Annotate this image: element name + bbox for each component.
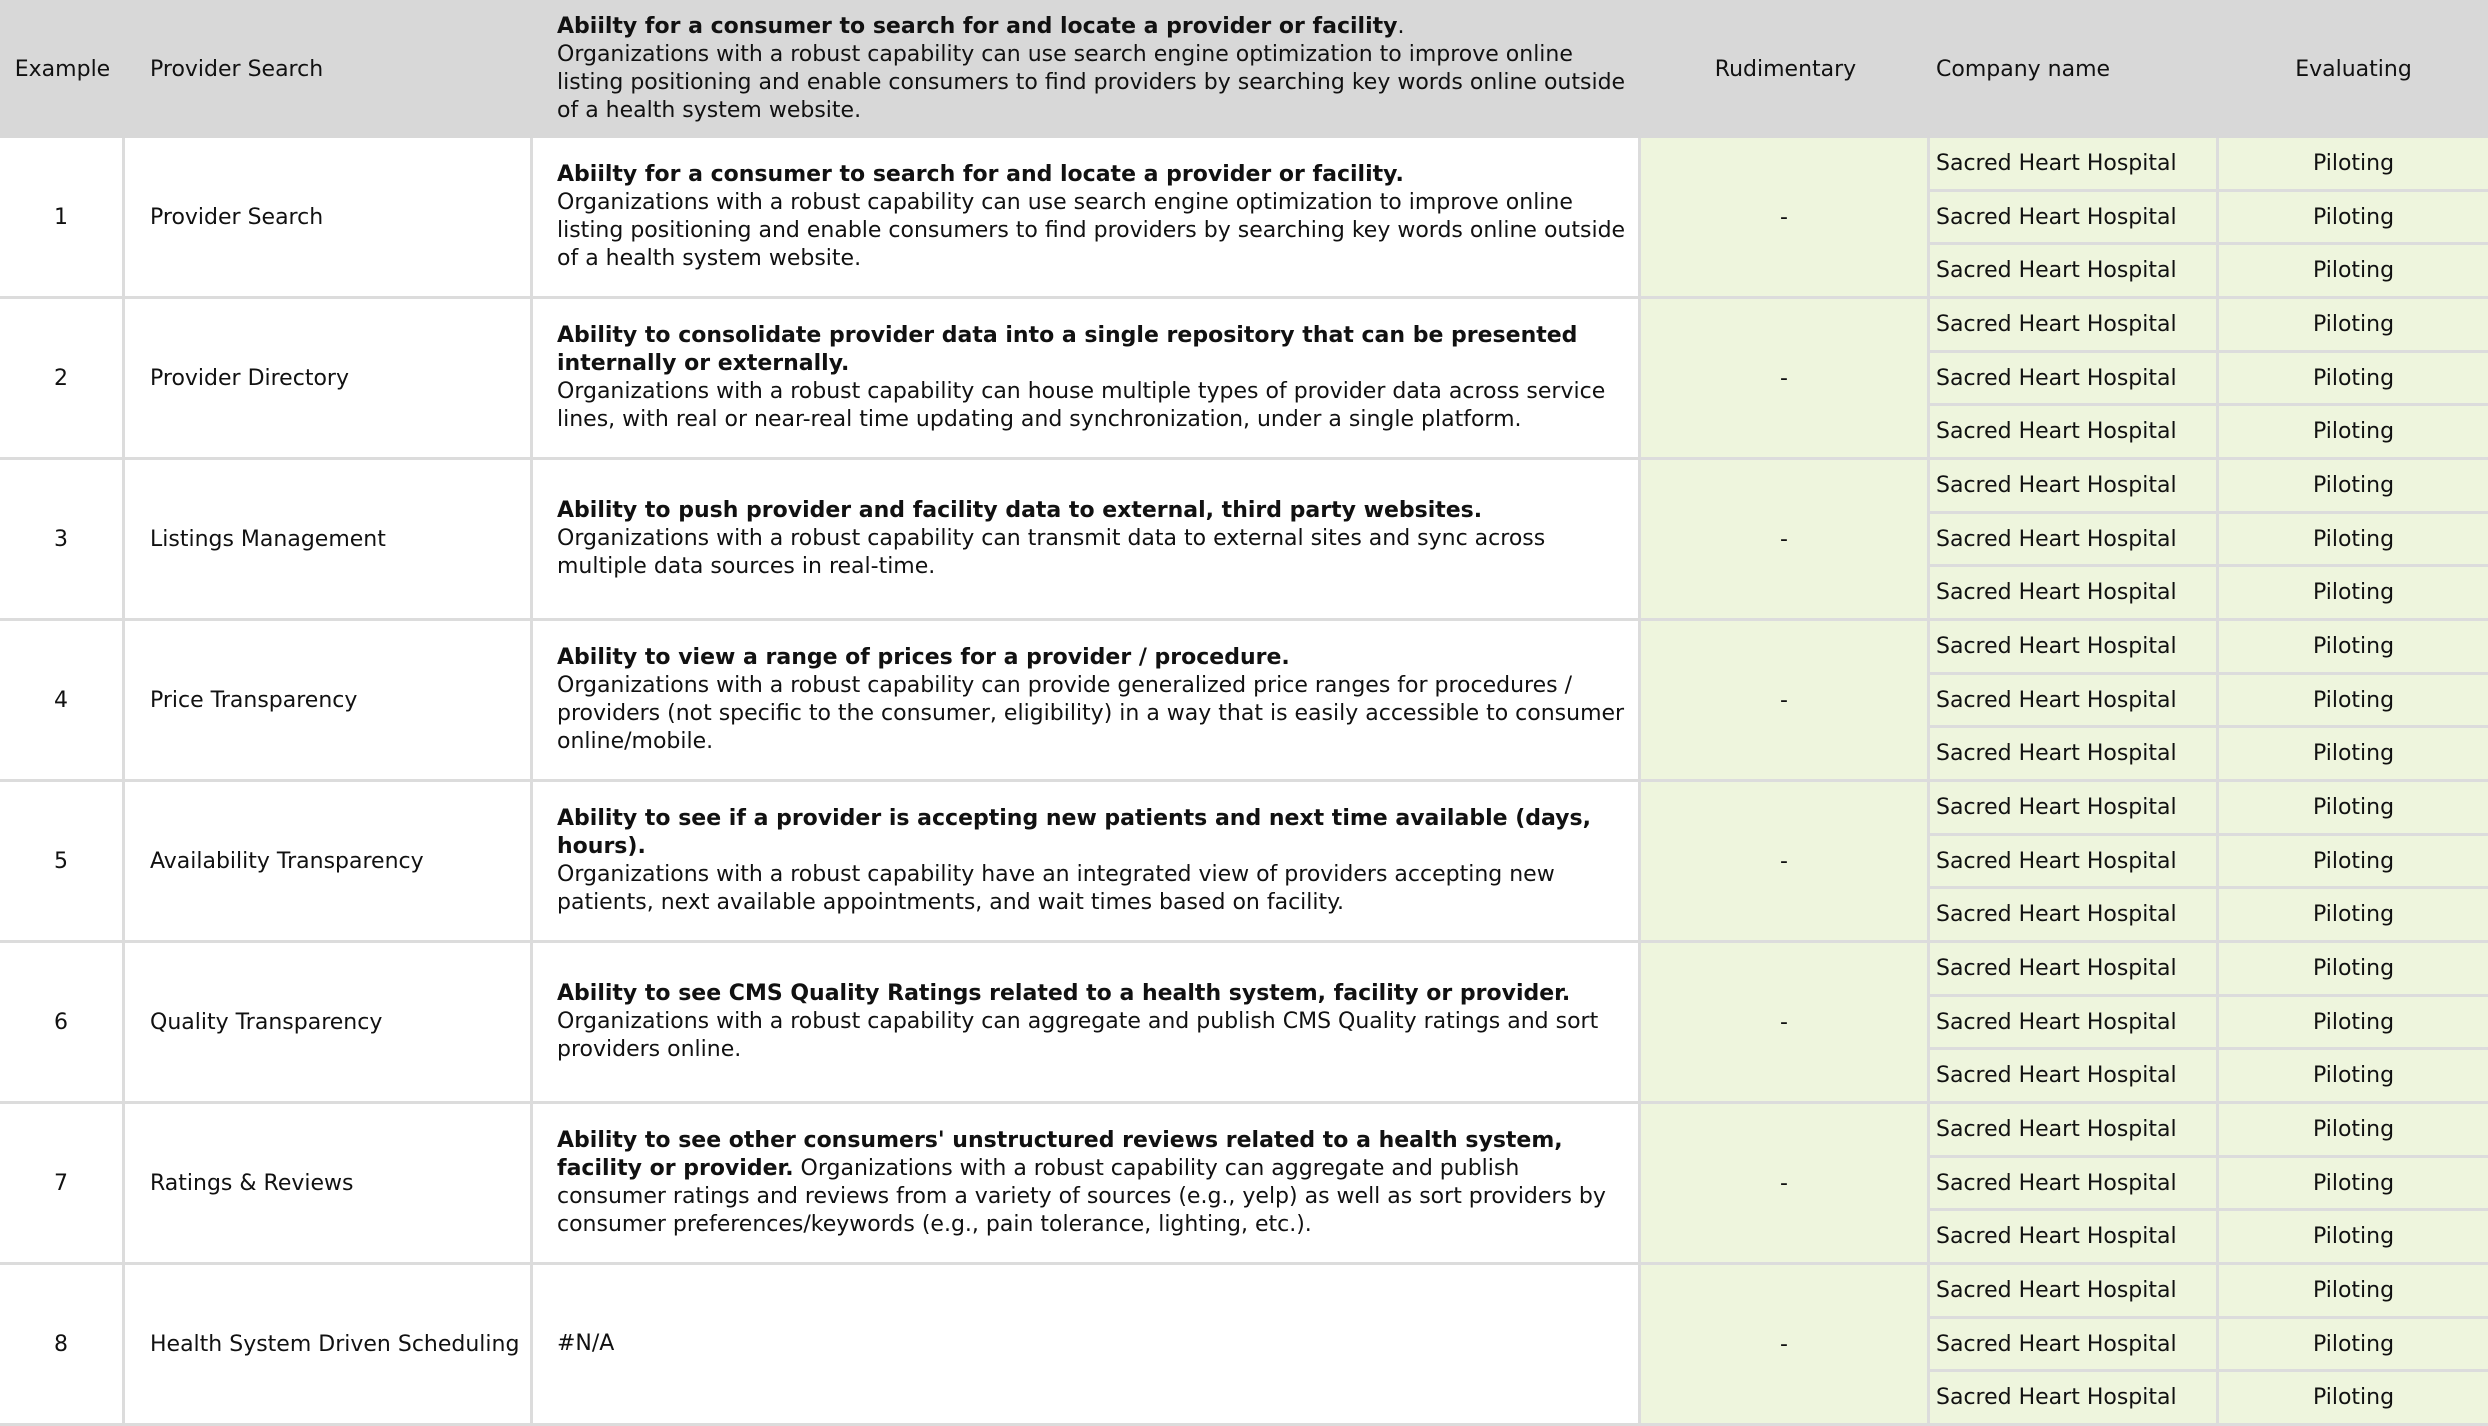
rudimentary-cell[interactable]: - bbox=[1641, 299, 1930, 457]
company-entry-row bbox=[1930, 138, 2488, 192]
description-title: Abiilty for a consumer to search for and locate a provider or facility. bbox=[557, 162, 1404, 187]
header-description-period: . bbox=[1397, 14, 1405, 39]
company-entry-row bbox=[1930, 1211, 2488, 1262]
company-name-cell[interactable]: Sacred Heart Hospital bbox=[1930, 782, 2219, 833]
company-entry-row bbox=[1930, 943, 2488, 997]
company-entries bbox=[1930, 299, 2488, 457]
evaluating-status-cell[interactable]: Piloting bbox=[2312, 472, 2395, 498]
description-title: Ability to see CMS Quality Ratings related to a health system, facility or provider. bbox=[557, 981, 1571, 1006]
description-text bbox=[557, 805, 1634, 917]
description-text bbox=[557, 322, 1634, 434]
description-text bbox=[557, 1330, 614, 1358]
company-entry-row bbox=[1930, 675, 2488, 729]
table-body bbox=[0, 138, 2488, 1426]
evaluating-status-cell[interactable]: Piloting bbox=[2312, 741, 2395, 767]
description-title: Ability to view a range of prices for a provider / procedure. bbox=[557, 645, 1290, 670]
company-name-cell[interactable]: Sacred Heart Hospital bbox=[1930, 406, 2219, 457]
evaluating-status-cell[interactable]: Piloting bbox=[2312, 1331, 2395, 1357]
evaluating-status-cell[interactable]: Piloting bbox=[2312, 955, 2395, 981]
rudimentary-cell[interactable]: - bbox=[1641, 1104, 1930, 1262]
table-row bbox=[0, 621, 2488, 782]
description-body: Organizations with a robust capability can aggregate and publish CMS Quality ratings and sort providers online. bbox=[557, 1009, 1599, 1062]
capability-name-cell[interactable]: Health System Driven Scheduling bbox=[125, 1265, 533, 1423]
evaluating-status-cell[interactable]: Piloting bbox=[2312, 1224, 2395, 1250]
company-name-cell[interactable]: Sacred Heart Hospital bbox=[1930, 1104, 2219, 1155]
evaluating-status-cell[interactable]: Piloting bbox=[2312, 526, 2395, 552]
capability-name-cell[interactable]: Quality Transparency bbox=[125, 943, 533, 1101]
header-evaluating[interactable]: Evaluating bbox=[2295, 56, 2412, 82]
example-number-cell[interactable]: 1 bbox=[0, 138, 125, 296]
company-name-cell[interactable]: Sacred Heart Hospital bbox=[1930, 621, 2219, 672]
evaluating-status-cell[interactable]: Piloting bbox=[2312, 258, 2395, 284]
description-cell[interactable] bbox=[533, 460, 1641, 618]
company-entries bbox=[1930, 621, 2488, 779]
evaluating-status-cell[interactable]: Piloting bbox=[2312, 580, 2395, 606]
company-entries bbox=[1930, 943, 2488, 1101]
table-row bbox=[0, 138, 2488, 299]
description-text bbox=[557, 980, 1634, 1064]
description-body: Organizations with a robust capability can provide generalized price ranges for procedures / providers (not specific to the consumer, eligibility) in a way that is easily accessible to consumer online/mobile. bbox=[557, 673, 1625, 754]
header-description-title: Abiilty for a consumer to search for and locate a provider or facility bbox=[557, 14, 1398, 39]
description-title: Ability to see if a provider is accepting new patients and next time available (days, hours). bbox=[557, 806, 1591, 859]
header-name[interactable]: Provider Search bbox=[150, 56, 324, 82]
description-cell[interactable] bbox=[533, 943, 1641, 1101]
company-entry-row bbox=[1930, 1050, 2488, 1101]
company-name-cell[interactable]: Sacred Heart Hospital bbox=[1930, 836, 2219, 887]
evaluating-status-cell[interactable]: Piloting bbox=[2312, 633, 2395, 659]
company-name-cell[interactable]: Sacred Heart Hospital bbox=[1930, 1050, 2219, 1101]
evaluating-status-cell[interactable]: Piloting bbox=[2312, 687, 2395, 713]
capability-name-cell[interactable]: Listings Management bbox=[125, 460, 533, 618]
evaluating-status-cell[interactable]: Piloting bbox=[2312, 1170, 2395, 1196]
evaluating-status-cell[interactable]: Piloting bbox=[2312, 1116, 2395, 1142]
description-cell[interactable] bbox=[533, 621, 1641, 779]
company-name-cell[interactable]: Sacred Heart Hospital bbox=[1930, 997, 2219, 1048]
description-body: Organizations with a robust capability have an integrated view of providers accepting new patients, next available appointments, and wait times based on facility. bbox=[557, 862, 1555, 915]
rudimentary-cell[interactable]: - bbox=[1641, 943, 1930, 1101]
company-entries bbox=[1930, 138, 2488, 296]
evaluating-status-cell[interactable]: Piloting bbox=[2312, 311, 2395, 337]
company-entry-row bbox=[1930, 353, 2488, 407]
capability-name-cell[interactable]: Provider Search bbox=[125, 138, 533, 296]
example-number-cell[interactable]: 4 bbox=[0, 621, 125, 779]
table-row bbox=[0, 782, 2488, 943]
company-entries bbox=[1930, 1265, 2488, 1423]
description-cell[interactable] bbox=[533, 782, 1641, 940]
company-name-cell[interactable]: Sacred Heart Hospital bbox=[1930, 1158, 2219, 1209]
table-row bbox=[0, 299, 2488, 460]
company-name-cell[interactable]: Sacred Heart Hospital bbox=[1930, 1372, 2219, 1423]
evaluating-status-cell[interactable]: Piloting bbox=[2312, 794, 2395, 820]
table-row bbox=[0, 1265, 2488, 1426]
company-entry-row bbox=[1930, 782, 2488, 836]
description-cell[interactable] bbox=[533, 299, 1641, 457]
company-name-cell[interactable]: Sacred Heart Hospital bbox=[1930, 138, 2219, 189]
evaluating-status-cell[interactable]: Piloting bbox=[2312, 848, 2395, 874]
example-number-cell[interactable]: 6 bbox=[0, 943, 125, 1101]
example-number-cell[interactable]: 2 bbox=[0, 299, 125, 457]
description-cell[interactable] bbox=[533, 1265, 1641, 1423]
company-entry-row bbox=[1930, 460, 2488, 514]
description-text bbox=[557, 161, 1634, 273]
company-entry-row bbox=[1930, 192, 2488, 246]
description-cell[interactable] bbox=[533, 1104, 1641, 1262]
description-text bbox=[557, 497, 1634, 581]
company-name-cell[interactable]: Sacred Heart Hospital bbox=[1930, 353, 2219, 404]
example-number-cell[interactable]: 5 bbox=[0, 782, 125, 940]
company-name-cell[interactable]: Sacred Heart Hospital bbox=[1930, 943, 2219, 994]
company-name-cell[interactable]: Sacred Heart Hospital bbox=[1930, 889, 2219, 940]
rudimentary-cell[interactable]: - bbox=[1641, 1265, 1930, 1423]
evaluating-status-cell[interactable]: Piloting bbox=[2312, 150, 2395, 176]
company-entry-row bbox=[1930, 245, 2488, 296]
company-entries bbox=[1930, 782, 2488, 940]
company-entry-row bbox=[1930, 514, 2488, 568]
evaluating-status-cell[interactable]: Piloting bbox=[2312, 1277, 2395, 1303]
example-number-cell[interactable]: 7 bbox=[0, 1104, 125, 1262]
example-number-cell[interactable]: 8 bbox=[0, 1265, 125, 1423]
company-entries bbox=[1930, 460, 2488, 618]
rudimentary-cell[interactable]: - bbox=[1641, 460, 1930, 618]
header-description-body: Organizations with a robust capability can use search engine optimization to improve online listing positioning and enable consumers to find providers by searching key words online outside of a health system website. bbox=[557, 42, 1626, 123]
evaluating-status-cell[interactable]: Piloting bbox=[2312, 419, 2395, 445]
description-body: Organizations with a robust capability can aggregate and publish consumer ratings and reviews from a variety of sources (e.g., yelp) as well as sort providers by consumer preferences/keywords (e.g., pain tolerance, lighting, etc.). bbox=[557, 1156, 1606, 1237]
description-body: Organizations with a robust capability can house multiple types of provider data across service lines, with real or near-real time updating and synchronization, under a single platform. bbox=[557, 379, 1606, 432]
example-number-cell[interactable]: 3 bbox=[0, 460, 125, 618]
evaluating-status-cell[interactable]: Piloting bbox=[2312, 1063, 2395, 1089]
rudimentary-cell[interactable]: - bbox=[1641, 138, 1930, 296]
table-row bbox=[0, 1104, 2488, 1265]
capability-name-cell[interactable]: Provider Directory bbox=[125, 299, 533, 457]
description-title: Ability to consolidate provider data into a single repository that can be presented internally or externally. bbox=[557, 323, 1578, 376]
company-entry-row bbox=[1930, 997, 2488, 1051]
company-entries bbox=[1930, 1104, 2488, 1262]
company-name-cell[interactable]: Sacred Heart Hospital bbox=[1930, 1319, 2219, 1370]
company-entry-row bbox=[1930, 1158, 2488, 1212]
company-name-cell[interactable]: Sacred Heart Hospital bbox=[1930, 245, 2219, 296]
rudimentary-cell[interactable]: - bbox=[1641, 621, 1930, 779]
company-entry-row bbox=[1930, 299, 2488, 353]
description-body: #N/A bbox=[557, 1331, 615, 1356]
company-name-cell[interactable]: Sacred Heart Hospital bbox=[1930, 1265, 2219, 1316]
rudimentary-cell[interactable]: - bbox=[1641, 782, 1930, 940]
evaluating-status-cell[interactable]: Piloting bbox=[2312, 1385, 2395, 1411]
description-title: Ability to push provider and facility data to external, third party websites. bbox=[557, 498, 1483, 523]
evaluating-status-cell[interactable]: Piloting bbox=[2312, 1009, 2395, 1035]
company-entry-row bbox=[1930, 621, 2488, 675]
company-entry-row bbox=[1930, 567, 2488, 618]
header-row bbox=[0, 0, 2488, 138]
company-entry-row bbox=[1930, 1319, 2488, 1373]
header-description[interactable] bbox=[533, 0, 1641, 138]
company-name-cell[interactable]: Sacred Heart Hospital bbox=[1930, 514, 2219, 565]
company-name-cell[interactable]: Sacred Heart Hospital bbox=[1930, 460, 2219, 511]
company-entry-row bbox=[1930, 889, 2488, 940]
table-row bbox=[0, 943, 2488, 1104]
evaluating-status-cell[interactable]: Piloting bbox=[2312, 902, 2395, 928]
company-entry-row bbox=[1930, 1372, 2488, 1423]
description-cell[interactable] bbox=[533, 138, 1641, 296]
header-example[interactable]: Example bbox=[14, 56, 111, 82]
description-text bbox=[557, 644, 1634, 756]
header-rudimentary[interactable]: Rudimentary bbox=[1714, 56, 1857, 82]
company-entry-row bbox=[1930, 406, 2488, 457]
company-entry-row bbox=[1930, 836, 2488, 890]
company-name-cell[interactable]: Sacred Heart Hospital bbox=[1930, 1211, 2219, 1262]
company-name-cell[interactable]: Sacred Heart Hospital bbox=[1930, 675, 2219, 726]
capability-name-cell[interactable]: Ratings & Reviews bbox=[125, 1104, 533, 1262]
company-entry-row bbox=[1930, 1265, 2488, 1319]
company-name-cell[interactable]: Sacred Heart Hospital bbox=[1930, 567, 2219, 618]
capability-name-cell[interactable]: Availability Transparency bbox=[125, 782, 533, 940]
company-name-cell[interactable]: Sacred Heart Hospital bbox=[1930, 299, 2219, 350]
company-name-cell[interactable]: Sacred Heart Hospital bbox=[1930, 728, 2219, 779]
description-title: Ability to see other consumers' unstructured reviews related to a health system, facility or provider. bbox=[557, 1128, 1563, 1181]
description-body: Organizations with a robust capability can use search engine optimization to improve online listing positioning and enable consumers to find providers by searching key words online outside of a health system website. bbox=[557, 190, 1626, 271]
company-entry-row bbox=[1930, 1104, 2488, 1158]
table-row bbox=[0, 460, 2488, 621]
header-company-name[interactable]: Company name bbox=[1936, 56, 2111, 82]
evaluating-status-cell[interactable]: Piloting bbox=[2312, 204, 2395, 230]
company-entry-row bbox=[1930, 728, 2488, 779]
capability-name-cell[interactable]: Price Transparency bbox=[125, 621, 533, 779]
description-text bbox=[557, 1127, 1634, 1239]
description-body: Organizations with a robust capability can transmit data to external sites and sync across multiple data sources in real-time. bbox=[557, 526, 1546, 579]
evaluating-status-cell[interactable]: Piloting bbox=[2312, 365, 2395, 391]
company-name-cell[interactable]: Sacred Heart Hospital bbox=[1930, 192, 2219, 243]
